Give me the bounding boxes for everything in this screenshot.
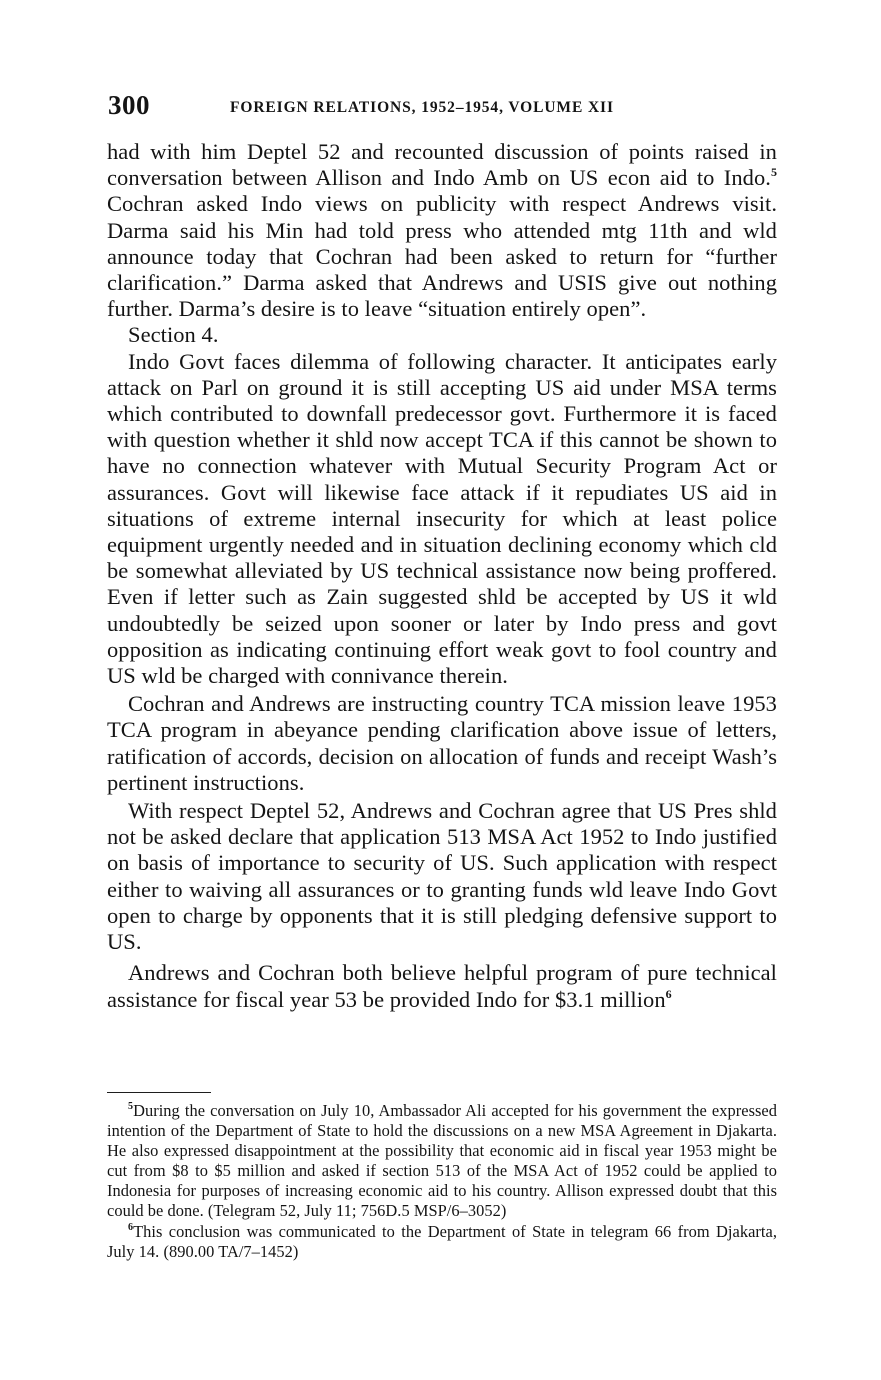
footnote-6-text: This conclusion was communicated to the Department of State in telegram 66 from Djakarta, July 14. (890.00 TA/7–1452)	[107, 1222, 777, 1261]
footnote-divider	[107, 1092, 211, 1093]
paragraph-5-text: Andrews and Cochran both believe helpful program of pure technical assistance for fiscal year 53 be provided Indo for $3.1 million	[107, 960, 777, 1012]
section-label: Section 4.	[128, 322, 219, 348]
paragraph-1-text-a: had with him Deptel 52 and recounted discussion of points raised in conversation between Allison and Indo Amb on US econ aid to Indo.	[107, 139, 777, 191]
paragraph-dilemma: Indo Govt faces dilemma of following character. It anticipates early attack on Parl on ground it is still accepting US aid under MSA terms which contributed to downfall predecessor govt. Furthermore it is faced with question whether it shld now accept TCA if this cannot be shown to have no connection whatever with Mutual Security Program Act or assurances. Govt will likewise face attack if it repudiates US aid in situations of extreme internal insecurity for which at least police equipment urgently needed and in situation declining economy which cld be somewhat alleviated by US technical assistance now being proffered. Even if letter such as Zain suggested shld be accepted by US it wld undoubtedly be seized upon sooner or later by Indo press and govt opposition as indicating continuing effort weak govt to fool country and US wld be charged with connivance therein.	[107, 348, 777, 689]
footnote-6	[107, 1222, 777, 1262]
footnote-ref-5: 5	[770, 165, 777, 180]
running-head	[108, 88, 778, 128]
footnote-ref-6: 6	[665, 986, 672, 1001]
paragraph-continued	[107, 139, 777, 322]
page-number: 300	[108, 90, 150, 120]
running-title: FOREIGN RELATIONS, 1952–1954, VOLUME XII	[230, 99, 614, 116]
paragraph-deptel-52: With respect Deptel 52, Andrews and Cochran agree that US Pres shld not be asked declare that application 513 MSA Act 1952 to Indo justified on basis of importance to security of US. Such application with respect either to waiving all assurances or to granting funds wld leave Indo Govt open to charge by opponents that it is still pledging defensive support to US.	[107, 798, 777, 955]
footnotes	[107, 1101, 777, 1262]
paragraph-1-text-b: Cochran asked Indo views on publicity with respect Andrews visit. Darma said his Min had told press who attended mtg 11th and wld announce today that Cochran had been asked to return for “further clarification.” Darma asked that Andrews and USIS give out nothing further. Darma’s desire is to leave “situation entirely open”.	[107, 191, 777, 322]
footnote-marker-5: 5	[128, 1101, 134, 1112]
footnote-5	[107, 1101, 777, 1221]
paragraph-technical-assistance	[107, 960, 777, 1012]
footnote-marker-6: 6	[128, 1222, 134, 1233]
footnote-5-text: During the conversation on July 10, Ambassador Ali accepted for his government the expressed intention of the Department of State to hold the discussions on a new MSA Agreement in Djakarta. He also expressed disappointment at the possibility that economic aid in fiscal year 1953 might be cut from $8 to $5 million and asked if section 513 of the MSA Act of 1952 could be applied to Indonesia for purposes of increasing economic aid to his country. Allison expressed doubt that this could be done. (Telegram 52, July 11; 756D.5 MSP/6–3052)	[107, 1101, 777, 1220]
body-text	[107, 139, 777, 1013]
paragraph-tca-mission: Cochran and Andrews are instructing country TCA mission leave 1953 TCA program in abeyance pending clarification above issue of letters, ratification of accords, decision on allocation of funds and receipt Wash’s pertinent instructions.	[107, 691, 777, 795]
